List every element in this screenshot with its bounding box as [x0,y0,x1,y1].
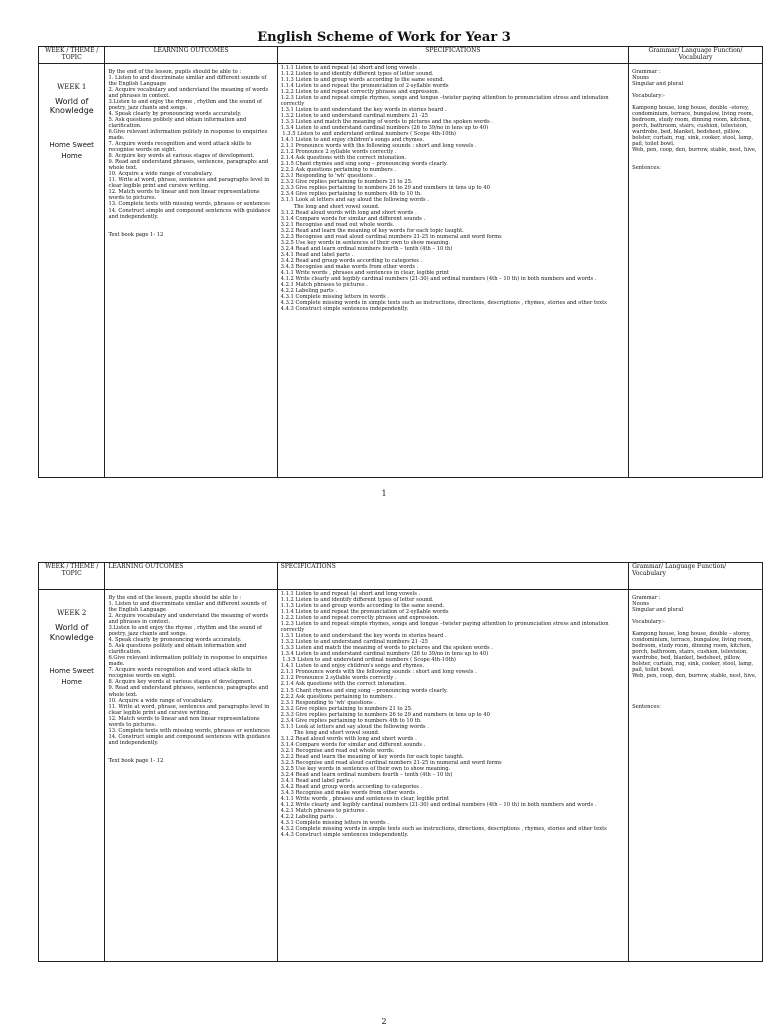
specification-item: 1.3.3 Listen and match the meaning of words to pictures and the spoken words . [280,645,493,652]
specification-item: 3.1.2 Read aloud words with long and short words . [280,209,417,216]
specification-item: 3.1.2 Read aloud words with long and short words . [280,735,417,742]
specification-item: 3.2.1 Recognise and read out whole words. [280,221,395,228]
specification-item: 1.2.3 Listen to and repeat simple rhymes, songs and tongue –twister paying attention to pronunciation stress and intonation correctly [280,94,611,107]
specification-item: 1.1.1 Listen to and repeat (a) short and long vowels . [280,591,421,597]
week-cell [39,63,105,477]
specification-item: 1.2.2 Listen to and repeat correctly phrases and expression. [280,88,440,95]
specification-item: 4.3.1 Complete missing letters in words . [280,820,389,827]
specification-item: 3.4.2 Read and group words according to categories . [280,257,423,264]
page-number: 1 [381,489,387,498]
page-number: 2 [381,1017,387,1026]
specification-item: 4.3.1 Complete missing letters in words . [280,293,389,300]
scheme-table-week-2 [38,562,763,962]
specification-item: 1.3.1 Listen to and understand the key words in stories heard . [280,107,447,113]
specification-item: 4.2.1 Match phrases to pictures . [280,808,368,815]
topic-label: Home Sweet Home [49,140,94,161]
specification-item: 2.1.5 Chant rhymes and sing song – pronouncing words clearly. [280,687,448,694]
specification-item: 2.3.3 Give replies pertaining to numbers 26 to 29 and numbers in tens up to 40 [280,185,490,192]
specification-item: 4.1.1 Write words , phrases and sentences in clear, legible print [280,796,449,803]
header-week: WEEK / THEME / TOPIC [39,47,105,64]
specification-item: 3.4.3 Recognise and make words from other words . [280,790,419,797]
specification-item: 3.4.1 Read and label parts . [280,251,354,258]
header-row [39,563,763,590]
specification-item: 4.4.3 Construct simple sentences independently. [280,306,409,313]
specification-item: 3.2.1 Recognise and read out whole words. [280,747,395,754]
specification-item: 3.4.1 Read and label parts . [280,777,354,784]
week-cell [39,590,105,962]
specification-item: 2.1.2 Pronounce 2 syllable words correctly . [280,675,397,682]
specification-item: 1.3.1 Listen to and understand the key words in stories heard . [280,633,447,640]
specification-item: 3.4.2 Read and group words according to categories . [280,784,423,790]
specification-item: 3.2.3 Recognise and read aloud cardinal numbers 21-25 in numeral and word forms [280,233,502,240]
specification-item: 2.1.4 Ask questions with the correct intonation. [280,155,407,162]
specification-item: 2.3.4 Give replies pertaining to numbers 4th to 10 th. [280,191,422,198]
week-label: WEEK 1 [57,82,87,91]
specification-item: 1.4.1 Listen to and enjoy children's songs and rhymes. [280,137,425,144]
specification-item: 3.2.5 Use key words in sentences of their own to show meaning. [280,765,451,772]
specification-item: 4.1.2 Write clearly and legibly cardinal numbers (21-30) and ordinal numbers (4th – 10 th) in both numbers and words . [280,275,597,282]
week-label: WEEK 2 [57,609,87,617]
specification-item: 3.1.4 Compare words for similar and different sounds . [280,215,426,222]
specification-item: The long and short vowel sound. [280,729,380,736]
specification-item: 3.4.3 Recognise and make words from other words . [280,263,419,270]
specification-item: 1.3.4 Listen to and understand cardinal numbers (26 to 39/no in tens up to 40) [280,651,489,658]
learning-outcomes-cell: By the end of the lesson, pupils should be able to : 1. Listen to and discriminate similar and different sounds of the English Language 2. Acquire vocabulary and understand the meaning of words and phrases in context. 3.Listen to and enjoy the rhyme , rhythm and the sound of poetry, jazz chants and songs. 4. Speak clearly by pronouncing words accurately. 5. Ask questions politely and obtain information and clarification. 6.Give relevant information politely in response to enquiries made. 7. Acquire words recognition and word attack skills to recognise words on sight. 8. Acquire key words at various stages of development. 9. Read and understand phrases, sentences, paragraphs and whole text. 10. Acquire a wide range of vocabulary. 11. Write at word, phrase, sentences and paragraphs level in clear legible print and cursive writing. 12. Match words to linear and non linear representations words to pictures. 13. Complete texts with missing words, phrases or sentences 14. Construct simple and compound sentences with guidance and independently. Text book page 1- 12 [105,590,277,962]
specification-item: 3.2.2 Read and learn the meaning of key words for each topic taught. [280,753,464,760]
specification-item: 4.1.1 Write words , phrases and sentences in clear, legible print [280,269,449,276]
specification-item: 3.1.4 Compare words for similar and different sounds . [280,741,426,748]
week-row [39,590,763,962]
specification-item: 4.2.1 Match phrases to pictures . [280,281,368,288]
specification-item: 1.4.1 Listen to and enjoy children's songs and rhymes. [280,663,425,670]
specification-item: 1.3.2 Listen to and understand cardinal numbers 21 -25 [280,639,428,646]
specification-item: 1.3.5 Listen to and understand ordinal numbers ( Scope 4th-10th) [280,131,456,138]
header-specifications: SPECIFICATIONS [277,47,628,64]
header-grammar: Grammar/ Language Function/ Vocabulary [629,47,763,64]
specification-item: 3.1.1 Look at letters and say aloud the following words . [280,197,429,204]
specification-item: 4.3.2 Complete missing words in simple texts such as instructions, directions, descriptions , rhymes, stories and other texts [280,826,607,833]
specification-item: 3.2.5 Use key words in sentences of their own to show meaning. [280,239,451,246]
theme-label: World of Knowledge [49,623,94,642]
header-week: WEEK / THEME / TOPIC [39,563,105,590]
specification-item: 1.1.4 Listen to and repeat the pronunciation of 2-syllable words [280,82,449,89]
grammar-cell: Grammar : Nouns Singular and plural Vocabulary:- Kampong house, long house, double – storey, condominium, terrace, bungalow, living room, bedroom, study room, dinning room, kitchen, porch, bathroom, stairs, cushion, television, wardrobe, bed, blanket, bedsheet, pillow, bolster, curtain, rug, sink, cooker, stool, lamp, pail, toilet bowl. Web, pen, coop, den, burrow, stable, nest, hive, Sentences: [629,590,763,962]
specification-item: 2.1.2 Pronounce 2 syllable words correctly . [280,149,397,156]
specification-item: 2.1.4 Ask questions with the correct intonation. [280,681,407,688]
specification-item: 3.2.3 Recognise and read aloud cardinal numbers 21-25 in numeral and word forms [280,759,502,766]
specification-item: 4.1.2 Write clearly and legibly cardinal numbers (21-30) and ordinal numbers (4th – 10 th) in both numbers and words . [280,802,597,809]
specification-item: The long and short vowel sound. [280,203,380,210]
specification-item: 2.1.1 Pronounce words with the following sounds : short and long vowels . [280,669,477,676]
specification-item: 3.2.2 Read and learn the meaning of key words for each topic taught. [280,227,464,234]
specification-item: 1.1.2 Listen to and identify different types of letter sound. [280,70,434,77]
specification-item: 1.3.5 Listen to and understand ordinal numbers ( Scope 4th-10th) [280,657,456,664]
header-learning-outcomes: LEARNING OUTCOMES [105,563,277,590]
header-grammar: Grammar/ Language Function/ Vocabulary [629,563,763,590]
specification-item: 2.3.2 Give replies pertaining to numbers 21 to 25. [280,705,413,712]
specification-item: 2.3.3 Give replies pertaining to numbers 26 to 29 and numbers in tens up to 40 [280,711,490,718]
specification-item: 2.2.2 Ask questions pertaining to numbers . [280,693,396,700]
specification-item: 2.2.2 Ask questions pertaining to numbers . [280,167,396,174]
specification-item: 2.1.1 Pronounce words with the following sounds : short and long vowels . [280,143,477,150]
scheme-table-week-1 [38,46,763,478]
specification-item: 1.1.3 Listen to and group words according to the same sound. [280,76,445,83]
specification-item: 3.2.4 Read and learn ordinal numbers fourth – tenth (4th – 10 th) [280,245,453,252]
specification-item: 2.3.1 Responding to 'wh' questions . [280,173,376,180]
grammar-cell: Grammar : Nouns Singular and plural Vocabulary:- Kampong house, long house, double –storey, condominium, terrace, bungalow, living room, bedroom, study room, dinning room, kitchen, porch, bathroom, stairs, cushion, television, wardrobe, bed, blanket, bedsheet, pillow, bolster, curtain, rug, sink, cooker, stool, lamp, pail, toilet bowl. Web, pen, coop, den, burrow, stable, nest, hive, Sentences: [629,63,763,477]
specification-item: 1.3.4 Listen to and understand cardinal numbers (26 to 39/no in tens up to 40) [280,125,489,132]
specification-item: 2.1.5 Chant rhymes and sing song – pronouncing words clearly. [280,161,448,168]
specification-item: 1.2.3 Listen to and repeat simple rhymes, songs and tongue –twister paying attention to pronunciation stress and intonation correctly [280,621,611,634]
specification-item: 4.2.2 Labeling parts . [280,287,337,294]
learning-outcomes-cell: By the end of the lesson, pupils should be able to : 1. Listen to and discriminate similar and different sounds of the English Language 2. Acquire vocabulary and understand the meaning of words and phrases in context. 3.Listen to and enjoy the rhyme , rhythm and the sound of poetry, jazz chants and songs. 4. Speak clearly by pronouncing words accurately. 5. Ask questions politely and obtain information and clarification. 6.Give relevant information politely in response to enquiries made. 7. Acquire words recognition and word attack skills to recognise words on sight. 8. Acquire key words at various stages of development. 9. Read and understand phrases, sentences, paragraphs and whole text. 10. Acquire a wide range of vocabulary. 11. Write at word, phrase, sentences and paragraphs level in clear legible print and cursive writing. 12. Match words to linear and non linear representations words to pictures. 13. Complete texts with missing words, phrases or sentences 14. Construct simple and compound sentences with guidance and independently. Text book page 1- 12 [105,63,277,477]
theme-label: World of Knowledge [49,96,94,116]
specification-item: 2.3.1 Responding to 'wh' questions . [280,699,376,706]
specification-item: 1.3.2 Listen to and understand cardinal numbers 21 -25 [280,113,428,120]
specification-item: 1.1.4 Listen to and repeat the pronunciation of 2-syllable words [280,609,449,616]
specifications-cell [277,590,628,962]
specification-item: 2.3.4 Give replies pertaining to numbers 4th to 10 th. [280,717,422,724]
specification-item: 1.1.3 Listen to and group words according to the same sound. [280,603,445,610]
specification-item: 4.4.3 Construct simple sentences independently. [280,832,409,839]
specification-item: 2.3.2 Give replies pertaining to numbers 21 to 25. [280,179,413,186]
specification-item: 3.1.1 Look at letters and say aloud the following words . [280,723,429,730]
topic-label: Home Sweet Home [49,667,94,687]
specification-item: 3.2.4 Read and learn ordinal numbers fourth – tenth (4th – 10 th) [280,771,453,778]
specification-item: 1.1.1 Listen to and repeat (a) short and long vowels . [280,64,421,71]
specification-item: 4.3.2 Complete missing words in simple texts such as instructions, directions, descriptions , rhymes, stories and other texts [280,300,607,306]
specification-item: 4.2.2 Labeling parts . [280,814,337,821]
page-title: English Scheme of Work for Year 3 [257,30,511,45]
specification-item: 1.3.3 Listen and match the meaning of words to pictures and the spoken words . [280,119,493,126]
specification-item: 1.2.2 Listen to and repeat correctly phrases and expression. [280,615,440,622]
header-specifications: SPECIFICATIONS [277,563,628,590]
specifications-cell [277,63,628,477]
header-row [39,47,763,64]
header-learning-outcomes: LEARNING OUTCOMES [105,47,277,64]
specification-item: 1.1.2 Listen to and identify different types of letter sound. [280,597,434,604]
week-row [39,63,763,477]
